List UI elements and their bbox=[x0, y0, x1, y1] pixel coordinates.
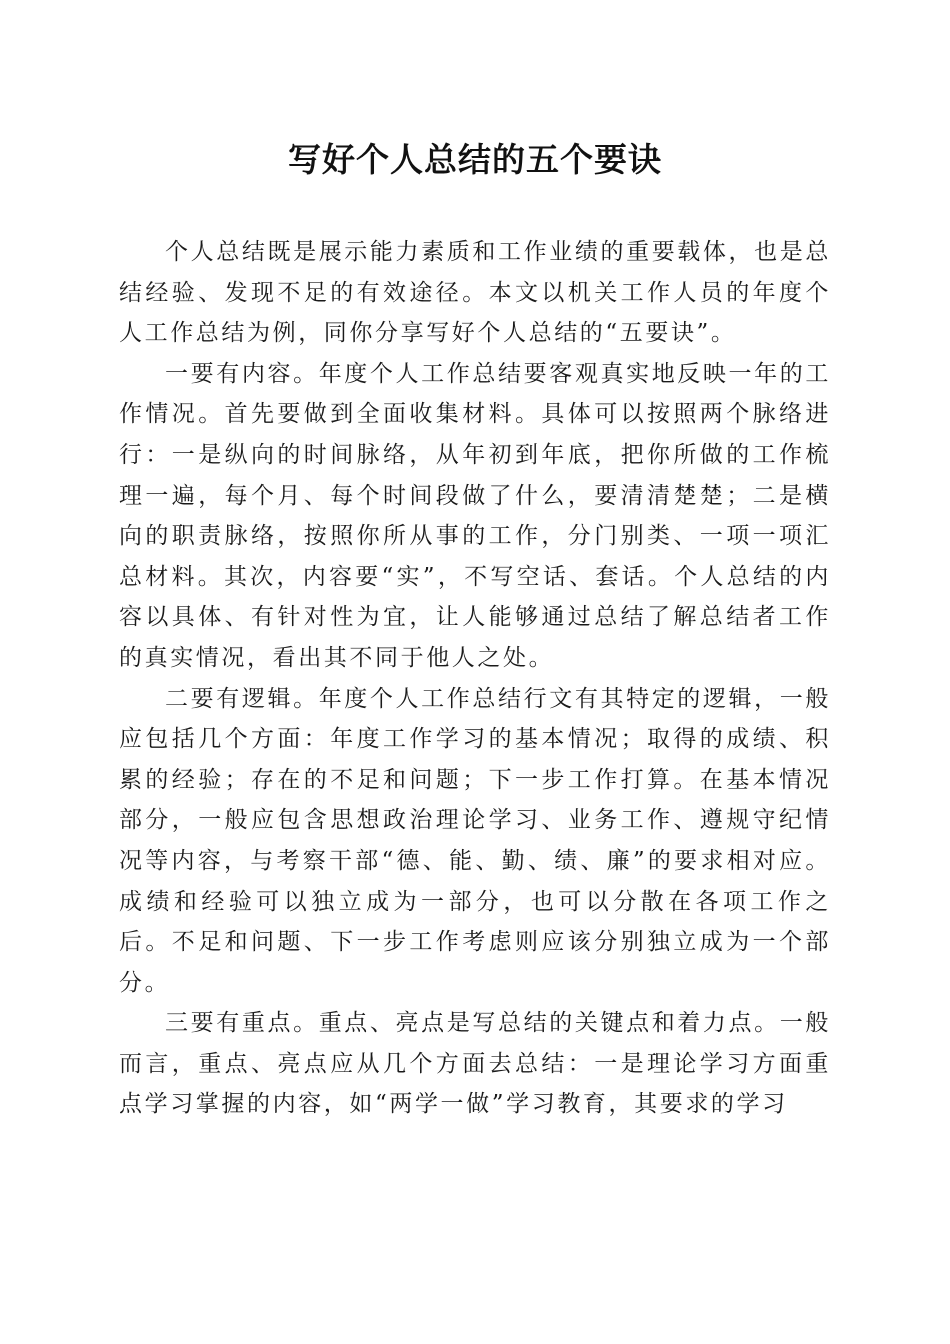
paragraph-content: 一要有内容。年度个人工作总结要客观真实地反映一年的工作情况。首先要做到全面收集材料。具体可以按照两个脉络进行：一是纵向的时间脉络，从年初到年底，把你所做的工作梳理一遍，每个月、每个时间段做了什么，要清清楚楚；二是横向的职责脉络，按照你所从事的工作，分门别类、一项一项汇总材料。其次，内容要“实”，不写空话、套话。个人总结的内容以具体、有针对性为宜，让人能够通过总结了解总结者工作的真实情况，看出其不同于他人之处。 bbox=[119, 360, 831, 671]
paragraph-intro: 个人总结既是展示能力素质和工作业绩的重要载体，也是总结经验、发现不足的有效途径。本文以机关工作人员的年度个人工作总结为例，同你分享写好个人总结的“五要诀”。 bbox=[119, 239, 831, 347]
paragraph-logic: 二要有逻辑。年度个人工作总结行文有其特定的逻辑，一般应包括几个方面：年度工作学习的基本情况；取得的成绩、积累的经验；存在的不足和问题；下一步工作打算。在基本情况部分，一般应包含思想政治理论学习、业务工作、遵规守纪情况等内容，与考察干部“德、能、勤、绩、廉”的要求相对应。成绩和经验可以独立成为一部分，也可以分散在各项工作之后。不足和问题、下一步工作考虑则应该分别独立成为一个部分。 bbox=[119, 685, 831, 996]
document-body bbox=[119, 232, 831, 1125]
document-title: 写好个人总结的五个要诀 bbox=[288, 140, 662, 179]
paragraph-focus: 三要有重点。重点、亮点是写总结的关键点和着力点。一般而言，重点、亮点应从几个方面去总结：一是理论学习方面重点学习掌握的内容，如“两学一做”学习教育，其要求的学习 bbox=[119, 1010, 831, 1118]
